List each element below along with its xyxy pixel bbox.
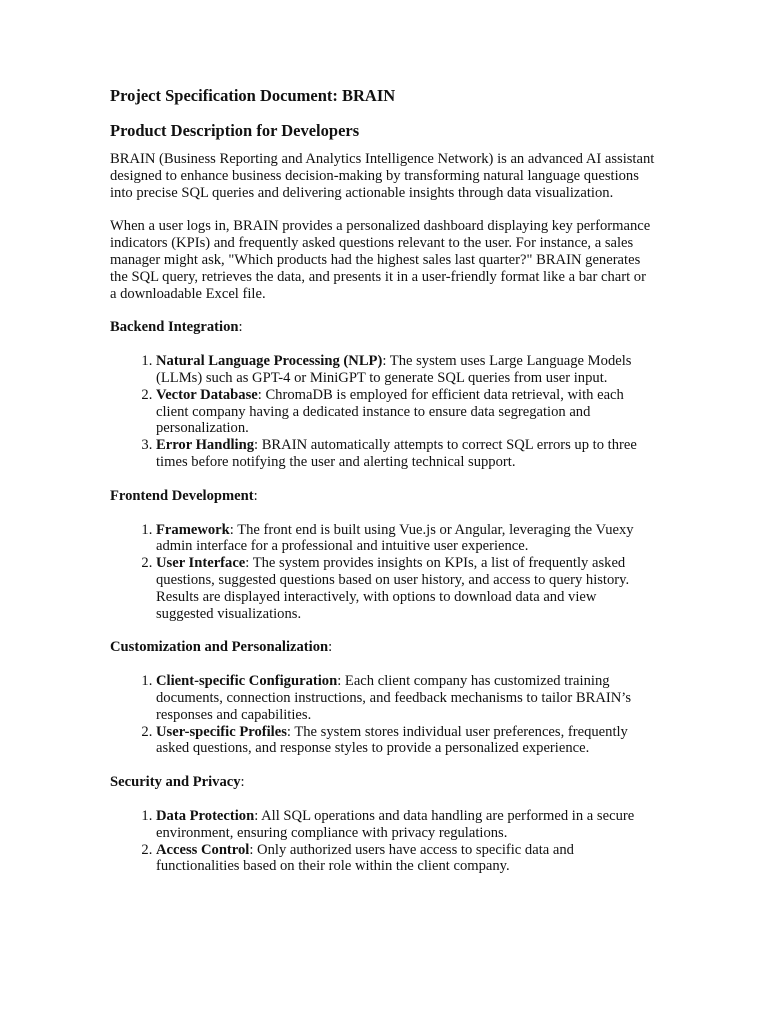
list-item-term: User-specific Profiles xyxy=(156,723,287,740)
document-subtitle: Product Description for Developers xyxy=(110,121,360,140)
list-item-text: : The system provides insights on KPIs, a list of frequently asked questions, suggested questions based on user history, and access to query history. Results are displayed interactively, with options to download data and view suggested visualizations. xyxy=(156,555,630,622)
list-item-text: : All SQL operations and data handling are performed in a secure environment, ensuring compliance with privacy regulations. xyxy=(156,807,635,841)
list-item xyxy=(156,353,655,387)
list-item-text: : The system stores individual user preferences, frequently asked questions, and response styles to provide a personalized experience. xyxy=(156,723,628,757)
section-heading-customization xyxy=(110,639,655,656)
section-heading-label: Frontend Development xyxy=(110,487,254,504)
list-item xyxy=(156,673,655,723)
login-paragraph: When a user logs in, BRAIN provides a personalized dashboard displaying key performance indicators (KPIs) and frequently asked questions relevant to the user. For instance, a sales manager might ask, "Which products had the highest sales last quarter?" BRAIN generates the SQL query, retrieves the data, and presents it in a user-friendly format like a bar chart or a downloadable Excel file. xyxy=(110,218,651,302)
section-heading-backend xyxy=(110,319,655,336)
list-item-term: Access Control xyxy=(156,841,250,858)
list-item-term: Error Handling xyxy=(156,437,254,454)
section-heading-security xyxy=(110,774,655,791)
security-list xyxy=(110,808,655,875)
list-item-term: Client-specific Configuration xyxy=(156,673,338,690)
section-heading-suffix: : xyxy=(328,639,333,656)
list-item-text: : Only authorized users have access to specific data and functionalities based on their role within the client company. xyxy=(156,841,574,875)
list-item xyxy=(156,387,655,437)
list-item xyxy=(156,555,655,622)
list-item-term: Framework xyxy=(156,521,230,538)
list-item-text: : The system uses Large Language Models (LLMs) such as GPT-4 or MiniGPT to generate SQL queries from user input. xyxy=(156,353,632,386)
section-heading-suffix: : xyxy=(253,487,258,504)
section-heading-frontend xyxy=(110,488,655,505)
section-heading-suffix: : xyxy=(240,774,245,791)
list-item-text: : Each client company has customized training documents, connection instructions, and feedback mechanisms to tailor BRAIN’s responses and capabilities. xyxy=(156,673,632,723)
list-item xyxy=(156,724,655,758)
list-item-term: Data Protection xyxy=(156,807,255,824)
list-item xyxy=(156,842,655,876)
list-item-text: : BRAIN automatically attempts to correct SQL errors up to three times before notifying the user and alerting technical support. xyxy=(156,437,637,470)
list-item xyxy=(156,808,655,842)
list-item-term: Natural Language Processing (NLP) xyxy=(156,353,383,370)
list-item xyxy=(156,437,655,471)
section-heading-label: Backend Integration xyxy=(110,319,239,336)
document-title: Project Specification Document: BRAIN xyxy=(110,86,396,105)
list-item xyxy=(156,522,655,556)
document-body xyxy=(110,86,655,892)
frontend-list xyxy=(110,522,655,623)
section-heading-label: Security and Privacy xyxy=(110,774,241,791)
list-item-term: User Interface xyxy=(156,555,246,572)
intro-paragraph: BRAIN (Business Reporting and Analytics Intelligence Network) is an advanced AI assistant designed to enhance business decision-making by transforming natural language questions into precise SQL queries and delivering actionable insights through data visualization. xyxy=(110,151,655,201)
backend-list xyxy=(110,353,655,471)
section-heading-suffix: : xyxy=(238,319,243,336)
list-item-term: Vector Database xyxy=(156,386,258,403)
customization-list xyxy=(110,673,655,757)
list-item-text: : ChromaDB is employed for efficient data retrieval, with each client company having a dedicated instance to ensure data segregation and personalization. xyxy=(156,386,624,437)
section-heading-label: Customization and Personalization xyxy=(110,639,329,656)
list-item-text: : The front end is built using Vue.js or Angular, leveraging the Vuexy admin interface for a professional and intuitive user experience. xyxy=(156,521,634,555)
